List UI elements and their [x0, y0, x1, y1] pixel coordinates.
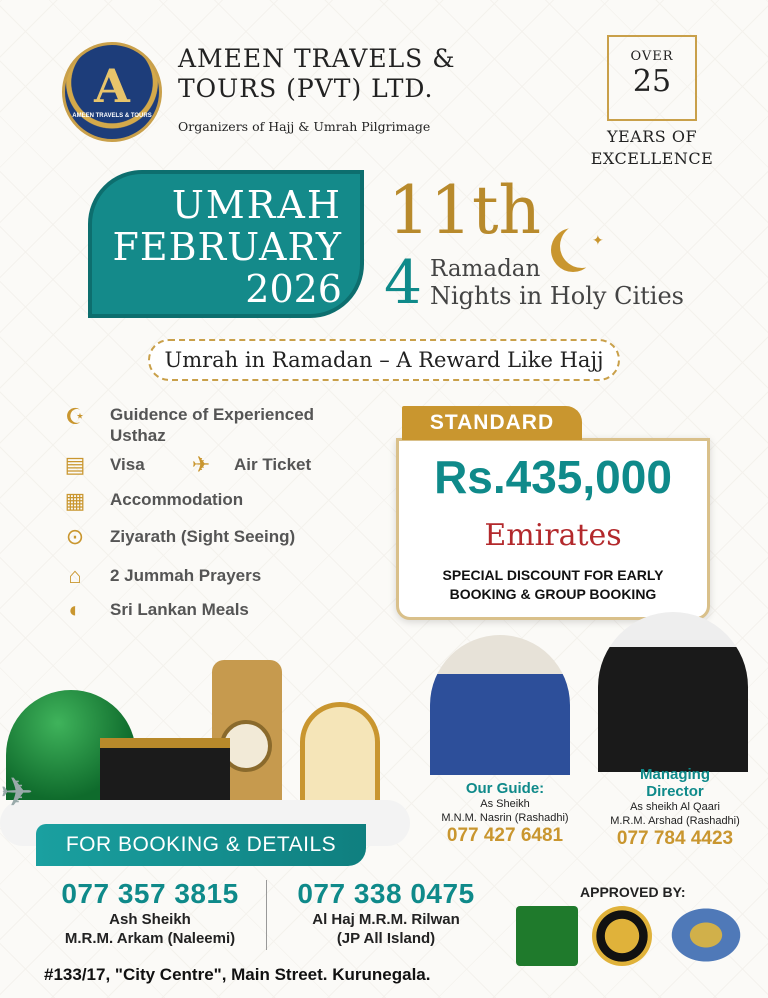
badge-number: 25 — [632, 64, 672, 99]
national-emblem-icon — [592, 906, 652, 966]
discount-line2: BOOKING & GROUP BOOKING — [449, 586, 657, 602]
guide-photo — [430, 635, 570, 775]
umrah-month: FEBRUARY — [112, 225, 342, 269]
nights-label: Nights in Holy Cities — [430, 282, 684, 310]
director-phone[interactable]: 077 784 4423 — [616, 828, 734, 849]
feature-guidance — [110, 404, 314, 446]
years-text — [590, 126, 714, 170]
contact-divider — [266, 880, 267, 950]
guide-info — [420, 780, 590, 847]
years-badge — [607, 35, 697, 121]
contact-2-name-line1: Al Haj M.R.M. Rilwan — [312, 911, 460, 928]
aviation-authority-icon — [666, 904, 746, 966]
guide-title: As Sheikh — [480, 798, 530, 810]
director-photo — [598, 612, 748, 772]
feature-ziyarath: Ziyarath (Sight Seeing) — [110, 527, 296, 546]
feature-guidance-line1: Guidence of Experienced — [110, 405, 315, 424]
meal-icon: ◐ — [68, 597, 82, 622]
feature-jummah: 2 Jummah Prayers — [110, 566, 262, 585]
feature-meals: Sri Lankan Meals — [110, 600, 249, 619]
contact-1-name-line2: M.R.M. Arkam (Naleemi) — [64, 930, 236, 947]
director-title: As sheikh Al Qaari — [630, 801, 720, 813]
umrah-title: UMRAH — [171, 183, 342, 227]
director-role-line2: Director — [646, 783, 704, 800]
umrah-date-block — [88, 170, 364, 318]
guide-name: M.N.M. Nasrin (Rashadhi) — [441, 812, 569, 824]
director-role-line1: Managing — [640, 766, 710, 783]
contact-1 — [44, 878, 256, 948]
contact-1-name-line1: Ash Sheikh — [109, 911, 191, 928]
feature-guidance-line2: Usthaz — [110, 426, 166, 445]
director-name: M.R.M. Arshad (Rashadhi) — [610, 815, 740, 827]
company-name — [178, 44, 456, 104]
address: #133/17, "City Centre", Main Street. Kurunegala. — [44, 965, 431, 984]
guide-phone[interactable]: 077 427 6481 — [446, 825, 564, 846]
booking-banner: FOR BOOKING & DETAILS — [36, 824, 366, 866]
feature-visa: Visa — [110, 455, 145, 474]
airplane-icon: ✈ — [0, 771, 34, 815]
director-info — [588, 766, 762, 850]
mosque-icon: ⌂ — [68, 563, 82, 588]
contact-2-name-line2: (JP All Island) — [336, 930, 436, 947]
discount-line1: SPECIAL DISCOUNT FOR EARLY — [442, 567, 664, 583]
package-tier-tab: STANDARD — [402, 406, 582, 440]
airline-logo: Emirates — [484, 518, 622, 553]
ticket-icon: ✈ — [191, 452, 211, 477]
contact-2 — [280, 878, 492, 948]
approved-by-label: APPROVED BY: — [580, 884, 686, 900]
company-name-line2: TOURS (PVT) LTD. — [178, 74, 434, 103]
location-pin-icon: ⊙ — [65, 524, 85, 549]
hotel-icon: ▦ — [64, 488, 86, 513]
departure-day: 11th — [388, 172, 542, 249]
ramadan-label: Ramadan — [430, 256, 541, 282]
badge-over: OVER — [630, 49, 674, 64]
years-line2: EXCELLENCE — [590, 149, 714, 168]
logo-text: AMEEN TRAVELS & TOURS — [72, 113, 152, 119]
scholar-icon: ☪ — [65, 404, 85, 429]
discount-note — [396, 566, 710, 604]
slogan-pill: Umrah in Ramadan – A Reward Like Hajj — [148, 339, 620, 381]
guide-role: Our Guide: — [465, 780, 545, 797]
feature-accommodation: Accommodation — [110, 490, 244, 509]
tagline: Organizers of Hajj & Umrah Pilgrimage — [178, 119, 431, 134]
department-seal-icon — [516, 906, 578, 966]
contact-2-phone[interactable]: 077 338 0475 — [297, 878, 475, 909]
umrah-year: 2026 — [245, 267, 342, 311]
company-logo — [62, 42, 162, 142]
director-role — [588, 766, 762, 800]
contact-1-phone[interactable]: 077 357 3815 — [61, 878, 239, 909]
feature-air-ticket: Air Ticket — [234, 455, 312, 474]
company-name-line1: AMEEN TRAVELS & — [178, 44, 456, 73]
logo-mark: A — [94, 59, 130, 113]
nights-number: 4 — [384, 248, 423, 318]
passport-icon: ▤ — [64, 452, 86, 477]
years-line1: YEARS OF — [606, 127, 698, 146]
package-price: Rs.435,000 — [434, 451, 672, 503]
star-icon: ✦ — [592, 232, 604, 248]
